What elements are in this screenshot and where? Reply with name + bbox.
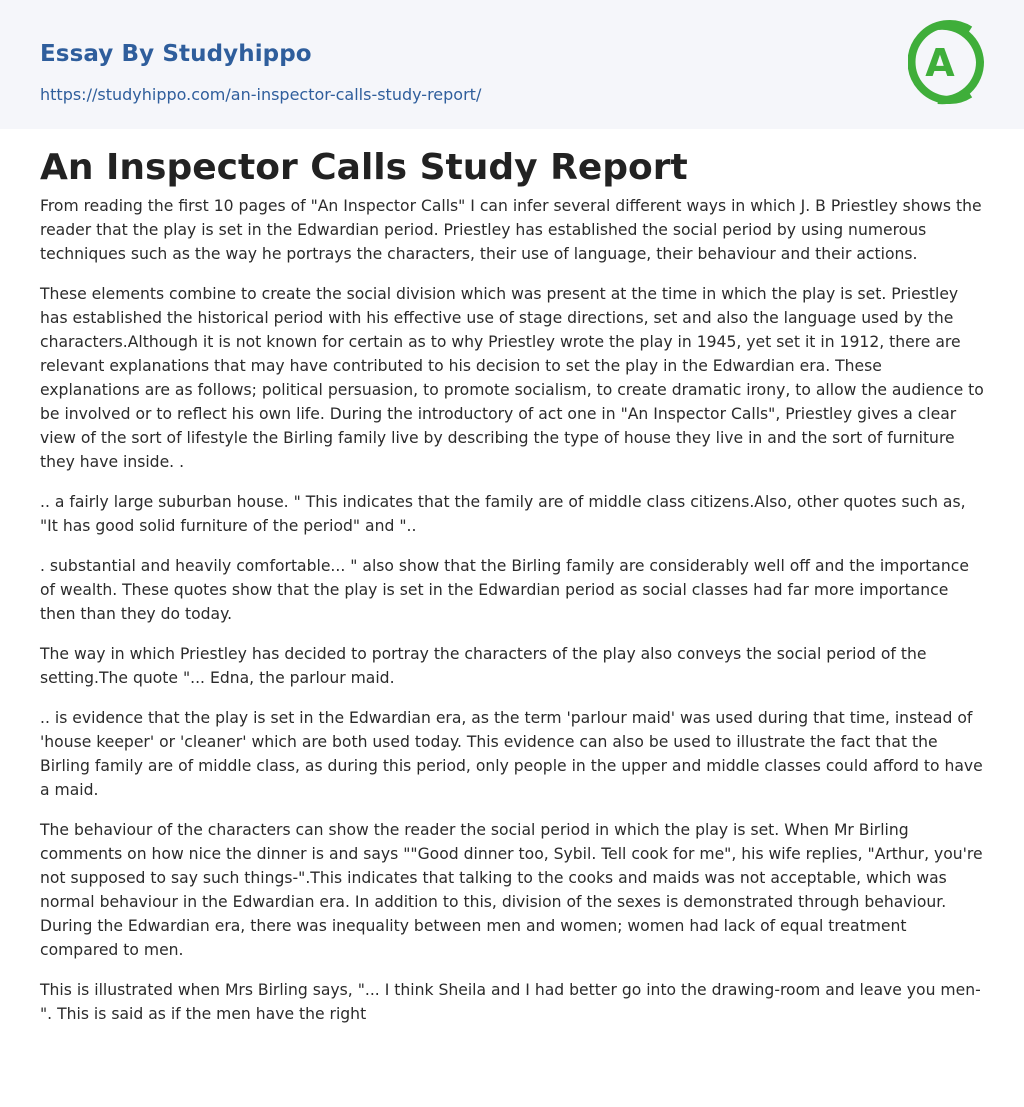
paragraph: From reading the first 10 pages of "An Inspector Calls" I can infer several different ways in which J. B Priestley shows the reader that the play is set in the Edwardian period. Priestley has established the social period by using numerous techniques such as the way he portrays the characters, their use of language, their behaviour and their actions.: [40, 197, 982, 263]
site-brand[interactable]: Essay By Studyhippo: [40, 41, 312, 67]
paragraph: These elements combine to create the social division which was present at the time in which the play is set. Priestley has established the historical period with his effective use of stage directions, set and also the language used by the characters.Although it is not known for certain as to why Priestley wrote the play in 1945, yet set it in 1912, there are relevant explanations that may have contributed to his decision to set the play in the Edwardian era. These explanations are as follows; political persuasion, to promote socialism, to create dramatic irony, to allow the audience to be involved or to reflect his own life. During the introductory of act one in "An Inspector Calls", Priestley gives a clear view of the sort of lifestyle the Birling family live by describing the type of house they live in and the sort of furniture they have inside. .: [40, 285, 984, 471]
page-title: An Inspector Calls Study Report: [40, 147, 688, 188]
paragraph: The behaviour of the characters can show the reader the social period in which the play is set. When Mr Birling comments on how nice the dinner is and says ""Good dinner too, Sybil. Tell cook for me", his wife replies, "Arthur, you're not supposed to say such things-".This indicates that talking to the cooks and maids was not acceptable, which was normal behaviour in the Edwardian era. In addition to this, division of the sexes is demonstrated through behaviour. During the Edwardian era, there was inequality between men and women; women had lack of equal treatment compared to men.: [40, 821, 983, 959]
logo-letter: A: [925, 41, 955, 85]
paragraph: . substantial and heavily comfortable... " also show that the Birling family are considerably well off and the importance of wealth. These quotes show that the play is set in the Edwardian period as social classes had far more importance then than they do today.: [40, 557, 969, 623]
paragraph: .. a fairly large suburban house. " This indicates that the family are of middle class citizens.Also, other quotes such as, "It has good solid furniture of the period" and "..: [40, 493, 966, 535]
source-url-link[interactable]: https://studyhippo.com/an-inspector-calls-study-report/: [40, 85, 482, 104]
paragraph: .. is evidence that the play is set in the Edwardian era, as the term 'parlour maid' was used during that time, instead of 'house keeper' or 'cleaner' which are both used today. This evidence can also be used to illustrate the fact that the Birling family are of middle class, as during this period, only people in the upper and middle classes could afford to have a maid.: [40, 709, 983, 799]
studyhippo-logo-icon[interactable]: [908, 16, 988, 108]
paragraph: This is illustrated when Mrs Birling says, "... I think Sheila and I had better go into the drawing-room and leave you men-". This is said as if the men have the right: [40, 981, 981, 1023]
paragraph: The way in which Priestley has decided to portray the characters of the play also conveys the social period of the setting.The quote "... Edna, the parlour maid.: [40, 645, 927, 687]
article-body: [40, 194, 986, 1042]
